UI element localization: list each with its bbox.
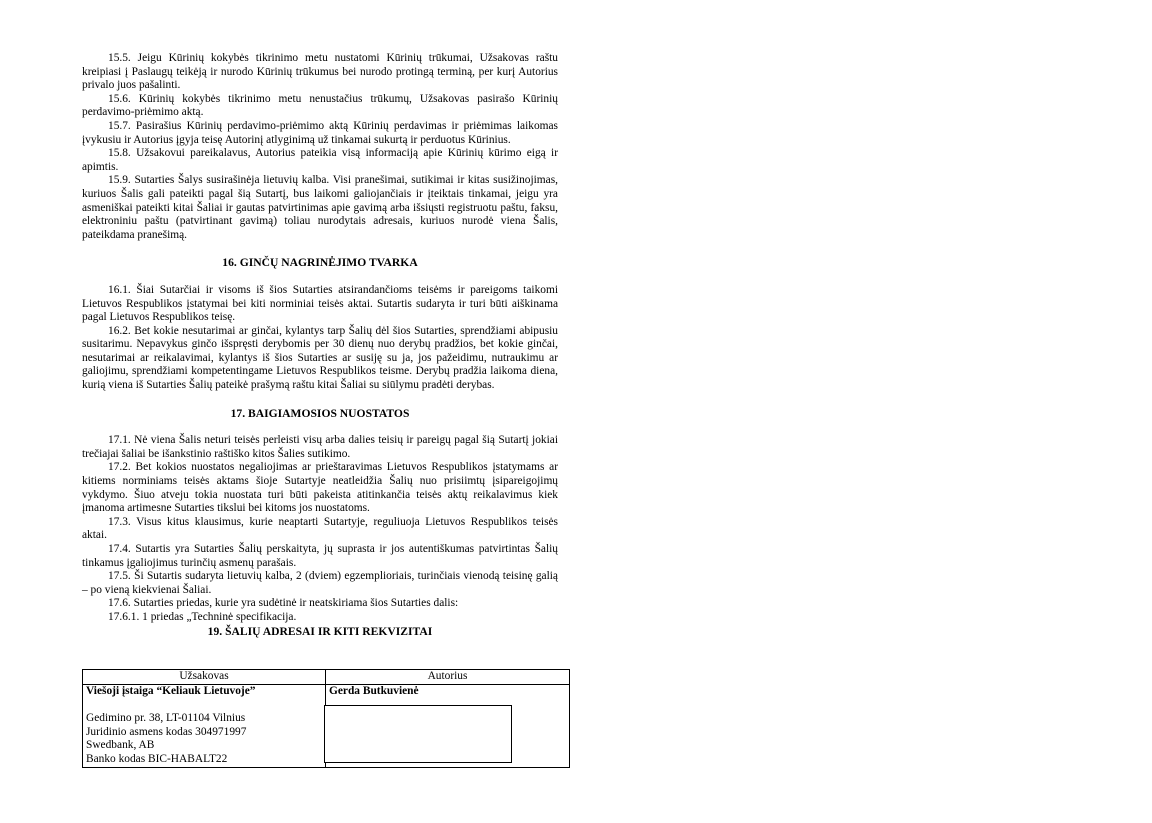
client-column-header: Užsakovas	[83, 670, 326, 685]
paragraph-15-7: 15.7. Pasirašius Kūrinių perdavimo-priėmimo aktą Kūrinių perdavimas ir priėmimas laikomas įvykusiu ir Autorius įgyja teisę Autorinį atlyginimą už tinkamai sukurtą ir perduotus Kūrinius.	[82, 119, 558, 146]
section-19-heading: 19. ŠALIŲ ADRESAI IR KITI REKVIZITAI	[207, 624, 433, 638]
paragraph-15-9: 15.9. Sutarties Šalys susirašinėja lietuvių kalba. Visi pranešimai, sutikimai ir kitas susižinojimas, kuriuos Šalis gali pateikti pagal šią Sutartį, bus laikomi galiojančiais ir įteiktais tinkamai, jeigu yra asmeniškai pateikti kitai Šaliai ir gautas patvirtinimas apie gavimą arba išsiųsti registruotu paštu, faksu, elektroniniu paštu (patvirtinant gavimą) toliau nurodytais adresais, kuriuos nurodė viena Šalis, pateikdama pranešimą.	[82, 174, 558, 241]
paragraph-16-1: 16.1. Šiai Sutarčiai ir visoms iš šios Sutarties atsirandančioms teisėms ir pareigoms taikomi Lietuvos Respublikos įstatymai bei kiti norminiai teisės aktai. Sutartis sudaryta ir turi būti aiškinama pagal Lietuvos Respublikos teisę.	[82, 283, 558, 324]
paragraph-17-4: 17.4. Sutartis yra Sutarties Šalių perskaityta, jų suprasta ir jos autentiškumas patvirtintas Šalių tinkamus įgaliojimus turinčių asmenų parašais.	[82, 543, 558, 569]
paragraph-17-1: 17.1. Nė viena Šalis neturi teisės perleisti visų arba dalies teisių ir pareigų pagal šią Sutartį jokiai trečiajai šaliai be išankstinio raštiško kitos Šalies sutikimo.	[82, 434, 558, 460]
client-name: Viešoji įstaiga “Keliauk Lietuvoje”	[86, 684, 256, 697]
paragraph-17-6: 17.6. Sutarties priedas, kurie yra sudėtinė ir neatskiriama šios Sutarties dalis:	[108, 597, 459, 610]
author-column-header: Autorius	[326, 670, 570, 685]
section-17-heading: 17. BAIGIAMOSIOS NUOSTATOS	[230, 406, 410, 420]
paragraph-16-2: 16.2. Bet kokie nesutarimai ar ginčai, kylantys tarp Šalių dėl šios Sutarties, sprendžiami abipusiu susitarimu. Nepavykus ginčo išspręsti derybomis per 30 dienų nuo derybų pradžios, bet kokie ginčai, nesutarimai ar reikalavimai, kylantys iš šios Sutarties ar susiję su ja, jos pažeidimu, nutraukimu ar galiojimu, sprendžiami kompetentingame Lietuvos Respublikos teisme. Derybų pradžia laikoma diena, kurią viena iš Sutarties Šalių pateikė prašymą raštu kitai Šaliai su siūlymu pradėti derybas.	[82, 324, 558, 392]
redaction-box	[324, 705, 512, 763]
client-company-code: Juridinio asmens kodas 304971997	[86, 725, 247, 738]
paragraph-15-5: 15.5. Jeigu Kūrinių kokybės tikrinimo metu nustatomi Kūrinių trūkumai, Užsakovas raštu kreipiasi į Paslaugų teikėją ir nurodo Kūrinių trūkumus bei nurodo protingą terminą, per kurį Autorius privalo juos pašalinti.	[82, 52, 558, 92]
paragraph-17-6-1: 17.6.1. 1 priedas „Techninė specifikacija.	[108, 610, 297, 623]
paragraph-17-5: 17.5. Ši Sutartis sudaryta lietuvių kalba, 2 (dviem) egzemplioriais, turinčiais vienodą teisinę galią – po vieną kiekvienai Šaliai.	[82, 570, 558, 596]
client-cell	[83, 684, 326, 767]
paragraph-15-8: 15.8. Užsakovui pareikalavus, Autorius pateikia visą informaciją apie Kūrinių kūrimo eigą ir apimtis.	[82, 147, 558, 173]
paragraph-17-3: 17.3. Visus kitus klausimus, kurie neaptarti Sutartyje, reguliuoja Lietuvos Respublikos teisės aktai.	[82, 515, 558, 542]
client-address: Gedimino pr. 38, LT-01104 Vilnius	[86, 712, 246, 725]
contract-page	[82, 52, 558, 644]
client-bank-code: Banko kodas BIC-HABALT22	[86, 752, 228, 765]
section-16-heading: 16. GINČŲ NAGRINĖJIMO TVARKA	[222, 256, 418, 270]
client-bank: Swedbank, AB	[86, 739, 155, 752]
table-header-row	[83, 670, 570, 685]
paragraph-15-6: 15.6. Kūrinių kokybės tikrinimo metu nenustačius trūkumų, Užsakovas pasirašo Kūrinių perdavimo-priėmimo aktą.	[82, 92, 558, 119]
paragraph-17-2: 17.2. Bet kokios nuostatos negaliojimas ar prieštaravimas Lietuvos Respublikos įstatymams ar kitiems norminiams teisės aktams šioje Sutartyje neatleidžia Šalių nuo prisiimtų įsipareigojimų vykdymo. Šiuo atveju tokia nuostata turi būti pakeista atitinkančia teisės aktų reikalavimus kiek įmanoma artimesne Sutarties tikslui bei kitoms jos nuostatoms.	[82, 461, 558, 515]
author-name: Gerda Butkuvienė	[329, 684, 419, 697]
